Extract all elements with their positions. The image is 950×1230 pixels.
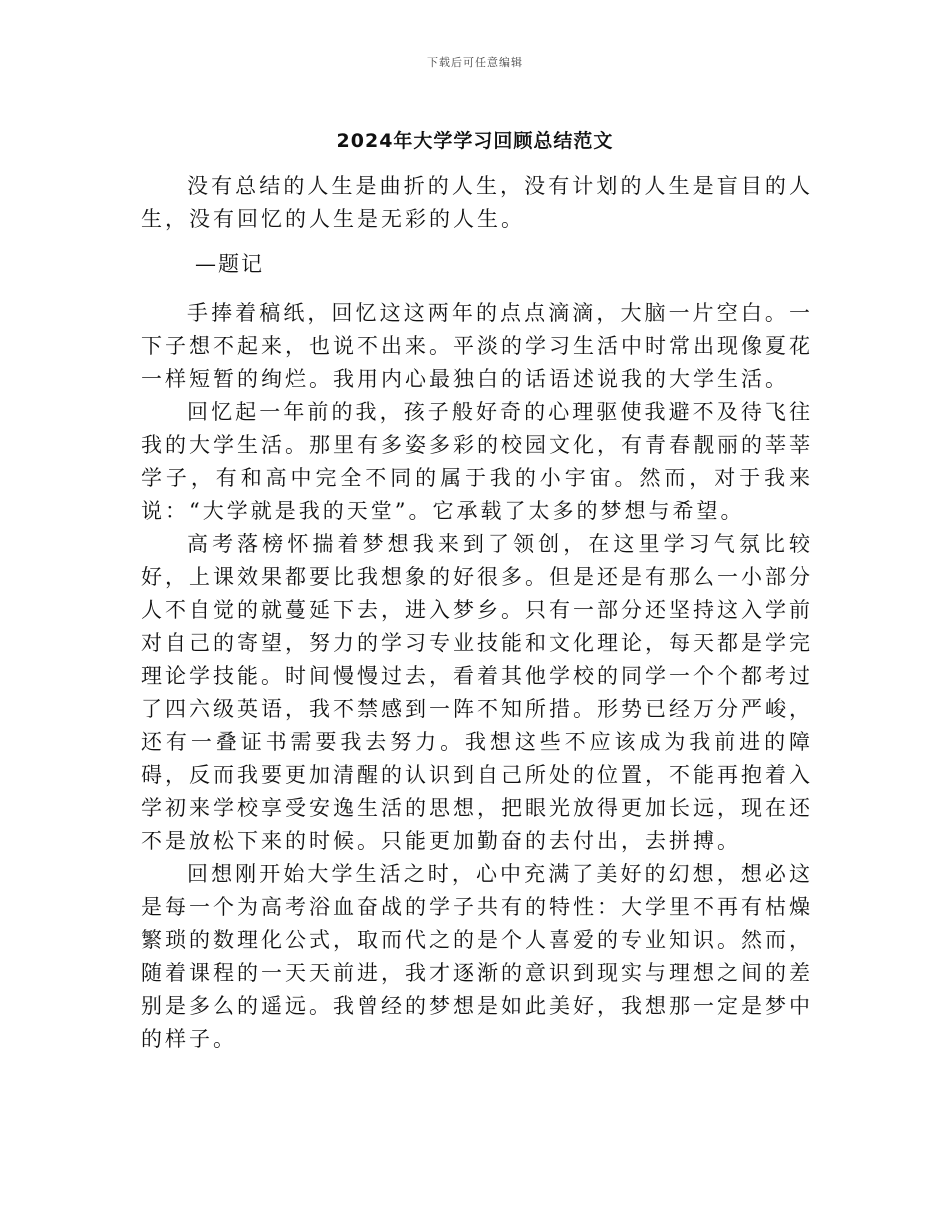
document-title: 2024年大学学习回顾总结范文 [336, 130, 614, 152]
header-note: 下载后可任意编辑 [427, 56, 523, 69]
epigraph-attribution: —题记 [195, 252, 264, 276]
body-paragraph: 回想刚开始大学生活之时，心中充满了美好的幻想，想必这是每一个为高考浴血奋战的学子共有的特性：大学里不再有枯燥繁琐的数理化公式，取而代之的是个人喜爱的专业知识。然而，随着课程的一天天前进，我才逐渐的意识到现实与理想之间的差别是多么的遥远。我曾经的梦想是如此美好，我想那一定是梦中的样子。 [141, 862, 813, 1051]
body-paragraph: 手捧着稿纸，回忆这这两年的点点滴滴，大脑一片空白。一下子想不起来，也说不出来。平淡的学习生活中时常出现像夏花一样短暂的绚烂。我用内心最独白的话语述说我的大学生活。 [141, 301, 813, 391]
body-paragraph: 回忆起一年前的我，孩子般好奇的心理驱使我避不及待飞往我的大学生活。那里有多姿多彩的校园文化，有青春靓丽的莘莘学子，有和高中完全不同的属于我的小宇宙。然而，对于我来说：“大学就是我的天堂”。它承载了太多的梦想与希望。 [141, 400, 813, 523]
opening-quote-paragraph: 没有总结的人生是曲折的人生，没有计划的人生是盲目的人生，没有回忆的人生是无彩的人生。 [141, 174, 813, 231]
body-paragraph: 高考落榜怀揣着梦想我来到了领创，在这里学习气氛比较好，上课效果都要比我想象的好很多。但是还是有那么一小部分人不自觉的就蔓延下去，进入梦乡。只有一部分还坚持这入学前对自己的寄望，努力的学习专业技能和文化理论，每天都是学完理论学技能。时间慢慢过去，看着其他学校的同学一个个都考过了四六级英语，我不禁感到一阵不知所措。形势已经万分严峻，还有一叠证书需要我去努力。我想这些不应该成为我前进的障碍，反而我要更加清醒的认识到自己所处的位置，不能再抱着入学初来学校享受安逸生活的思想，把眼光放得更加长远，现在还不是放松下来的时候。只能更加勤奋的去付出，去拼搏。 [141, 532, 813, 853]
document-body [141, 170, 813, 1056]
